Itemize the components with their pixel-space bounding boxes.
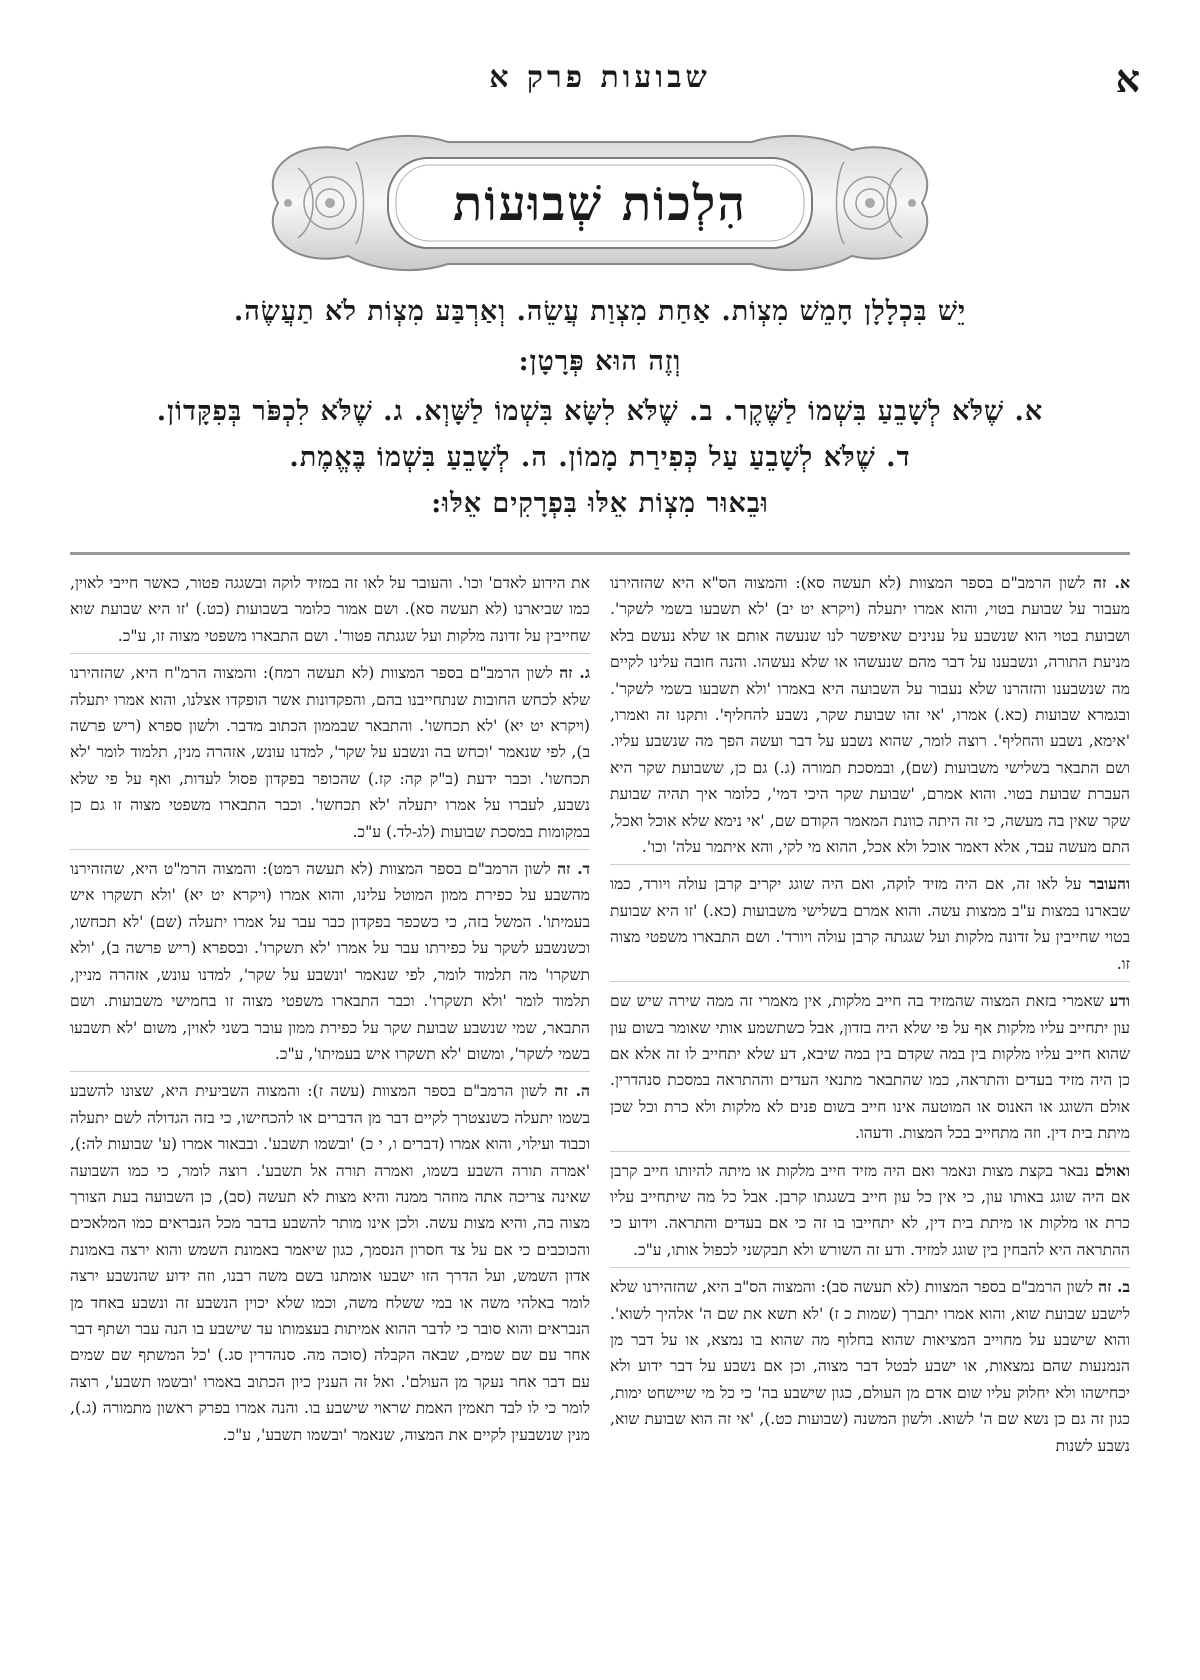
commentary-paragraph — [610, 988, 1130, 1146]
paragraph-text: על לאו זה, אם היה מזיד לוקה, ואם היה שוגג יקריב קרבן עולה ויורד, כמו שבארנו במצות ע"ב ממצות עשה. והוא אמרם בשלישי משבועות (כא.) 'זו היא שבועת בטוי שחייבין על זדונה מלקות ועל שגגתה קרבן עולה ויורד'. ושם התבארו משפטי מצוה זו. — [610, 875, 1130, 973]
commentary-paragraph — [610, 1274, 1130, 1459]
paragraph-heading: א. זה — [1093, 573, 1130, 592]
paragraph-separator — [70, 849, 590, 850]
paragraph-separator — [610, 1151, 1130, 1152]
commentary-paragraph — [70, 856, 590, 1067]
paragraph-separator — [610, 864, 1130, 865]
mitzvot-list — [66, 392, 1134, 530]
paragraph-text: לשון הרמב"ם בספר המצוות (עשה ז): והמצוה השביעית היא, שצונו להשבע בשמו יתעלה כשנצטרך לקיים דבר מן הדברים או להכחישו, כי בזה הגדולה לשם יתעלה וכבוד ועילוי, והוא אמרו (דברים ו, י כ) 'ובשמו תשבע'. ובבאור אמרו (ע' שבועות לה:), 'אמרה תורה השבע בשמו, ואמרה תורה אל תשבע'. רוצה לומר, כי כמו השבועה שאינה צריכה אתה מוזהר ממנה והיא מצות לא תעשה (סב), כן השבועה בעת הצורך מצוה בה, והיא מצות עשה. ולכן אינו מותר להשבע בדבר מכל הנבראים כמו המלאכים והכוכבים כי אם על צד חסרון הנסמך, כגון שיאמר באמונת השמש והוא ירצה באמונת אדון השמש, ועל הדרך הזו ישבעו אומתנו בשם משה רבנו, וזה ידוע שהנשבע ירצה לומר באלהי משה או במי ששלח משה, וכמו שלא יכוין הנשבע זה ונשבע באחד מן הנבראים והוא סובר כי לדבר ההוא אמיתות בעצמותו עד שישבע בו הנה עבר ושתף דבר אחר עם שם שמים, שבאה הקבלה (סוכה מה. סנהדרין סג.) 'כל המשתף שם שמים עם דבר אחר נעקר מן העולם'. ואל זה הענין כיון הכתוב באמרו 'ובשמו תשבע', רוצה לומר כי לו לבד תאמין האמת שראוי שישבע בו. והנה אמרו בפרק ראשון מתמורה (ג.), מנין שנשבעין לקיים את המצוה, שנאמר 'ובשמו תשבע', ע"כ. — [70, 1082, 590, 1444]
paragraph-heading: ב. זה — [1098, 1277, 1130, 1297]
commentary-paragraph — [610, 570, 1130, 860]
intro-line: וְזֶה הוּא פְּרָטָן: — [518, 346, 682, 377]
running-title: שבועות פרק א — [489, 60, 711, 95]
paragraph-text: לשון הרמב"ם בספר המצוות (לא תעשה רמח): והמצוה הרמ"ח היא, שהזהירנו שלא לכחש החובות שנתחייבנו בהם, והפקדונות אשר הופקדו אצלנו, והוא אמרו יתעלה (ויקרא יט יא) 'לא תכחשו'. והתבאר שבממון הכתוב מדבר. ולשון ספרא (ריש פרשה ב), לפי שנאמר 'וכחש בה ונשבע על שקר', למדנו עונש, אזהרה מנין, תלמוד לומר 'לא תכחשו'. וכבר ידעת (ב"ק קה: קז.) שהכופר בפקדון פסול לעדות, ואף על פי שלא נשבע, לעברו על אמרו יתעלה 'לא תכחשו'. וכבר התבארו משפטי מצוה זו גם כן במקומות במסכת שבועות (לג-לד.) ע"כ. — [70, 664, 590, 841]
paragraph-text: את הידוע לאדם' וכו'. והעובר על לאו זה במזיד לוקה ובשגגה פטור, כאשר חייבי לאוין, כמו שביארנו (לא תעשה סא). ושם אמור כלומר בשבועות (כט.) 'זו היא שבועת שוא שחייבין על זדונה מלקות ועל שגגתה פטור'. ושם התבארו משפטי מצוה זו, ע"כ. — [70, 574, 590, 645]
divider-rule — [70, 552, 1130, 555]
paragraph-separator — [610, 1267, 1130, 1268]
paragraph-separator — [70, 653, 590, 654]
commentary-paragraph — [70, 660, 590, 845]
paragraph-text: לשון הרמב"ם בספר המצוות (לא תעשה סב): והמצוה הס"ב היא, שהזהירנו שלא לישבע שבועת שוא, והוא אמרו יתברך (שמות כ ז) 'לא תשא את שם ה' אלהיך לשוא'. והוא שישבע על מחוייב המציאות שהוא בחלוף מה שהוא בו נמצא, או על דבר מן הנמנעות שהם נמצאות, או ישבע לבטל דבר מצוה, וכן אם נשבע על דבר ידוע ולא יכחישהו ולא יחלוק עליו שום אדם מן העולם, כגון שישבע בה' כי כל מי שיישחט ימות, כגון זה גם כן נשא שם ה' לשוא. ולשון המשנה (שבועות כט.), 'אי זה הוא שבועת שוא, נשבע לשנות — [610, 1278, 1130, 1455]
paragraph-text: לשון הרמב"ם בספר המצוות (לא תעשה רמט): והמצוה הרמ"ט היא, שהזהירנו מהשבע על כפירת ממון המוטל עלינו, והוא אמרו (ויקרא יט יא) 'ולא תשקרו איש בעמיתו'. המשל בזה, כי כשכפר בפקדון כבר עבר על אמרו יתעלה (שם) 'לא תכחשו, וכשנשבע לשקר על כפירתו עבר על אמרו 'לא תשקרו'. ובספרא (ריש פרשה ב), 'ולא תשקרו' מה תלמוד לומר, לפי שנאמר 'ונשבע על שקר', למדנו עונש, אזהרה מניין, תלמוד לומר 'ולא תשקרו'. וכבר התבארו משפטי מצוה זו בחמישי משבועות. ושם התבאר, שמי שנשבע שבועת שקר על כפירת ממון עובר בשני לאוין, משום 'לא תשבעו בשמי לשקר', ומשום 'לא תשקרו איש בעמיתו', ע"כ. — [70, 860, 590, 1063]
mitzvot-line: א. שֶׁלֹּא לְשָׁבֵעַ בִּשְׁמוֹ לַשֶּׁקֶר. ב. שֶׁלֹּא לִשָּׂא בִּשְׁמוֹ לַשָּׁוְא. ג. שֶׁלֹּא לִכְפֹּר בְּפִקָּדוֹן. — [156, 396, 1044, 427]
paragraph-heading: ג. זה — [559, 663, 590, 683]
paragraph-heading: ד. זה — [557, 859, 590, 879]
running-head — [60, 56, 1140, 106]
paragraph-text: נבאר בקצת מצות ונאמר ואם היה מזיד חייב מלקות או מיתה להיותו חייב קרבן אם היה שוגג באותו עון, כי אין כל עון חייב בשגגתו קרבן. אבל כל מה שיתחייב עליו כרת או מלקות או מיתת בית דין, לא יתחייבו בו זה כי אם בעדים והתראה. וידוע כי ההתראה היא להבחין בין שוגג למזיד. ודע זה השורש ולא תבקשני לכפול אותו, ע"כ. — [610, 1161, 1130, 1259]
paragraph-heading: ה. זה — [554, 1081, 590, 1101]
intro-text — [70, 292, 1130, 392]
commentary-column-right — [610, 570, 1130, 1463]
commentary-column-left — [70, 570, 590, 1452]
intro-line: יֵשׁ בִּכְלָלָן חָמֵשׁ מִצְוֹת. אַחַת מִצְוַת עֲשֵׂה. וְאַרְבַּע מִצְוֹת לֹא תַעֲשֶׂה. — [233, 296, 967, 327]
chapter-title-cartouche — [238, 128, 962, 278]
paragraph-separator — [610, 981, 1130, 982]
paragraph-heading: ודע — [1109, 991, 1130, 1011]
commentary-paragraph — [70, 570, 590, 649]
paragraph-heading: ואולם — [1094, 1160, 1130, 1180]
commentary-paragraph — [610, 1158, 1130, 1264]
commentary-paragraph — [70, 1078, 590, 1448]
commentary-paragraph — [610, 871, 1130, 977]
mitzvot-line: וּבֵאוּר מִצְוֹת אֵלּוּ בִּפְרָקִים אֵלּוּ: — [431, 488, 769, 519]
paragraph-separator — [70, 1071, 590, 1072]
paragraph-heading: והעובר — [1089, 874, 1130, 894]
page-number: א — [1115, 56, 1140, 101]
paragraph-text: שאמרי בזאת המצוה שהמזיד בה חייב מלקות, אין מאמרי זה ממה שירה שיש שם עון יתחייב עליו מלקות אף על פי שלא היה בזדון, אבל כשתשמע אותי שאומר בשום עון שהוא חייב עליו מלקות בין במה שקדם בין במה שיבא, דע שלא יתחייב לו זה אלא אם כן היה מזיד בעדים והתראה, כמו שהתבאר מתנאי העדים וההתראה במסכת סנהדרין. אולם השוגג או האנוס או המוטעה אינו חייב בשום פנים לא מלקות ולא כרת וכל שכן מיתת בית דין. וזה מתחייב בכל המצות. ודעהו. — [610, 992, 1130, 1143]
paragraph-text: לשון הרמב"ם בספר המצוות (לא תעשה סא): והמצוה הס"א היא שהזהירנו מעבור על שבועת בטוי, והוא אמרו יתעלה (ויקרא יט יב) 'לא תשבעו בשמי לשקר'. ושבועת בטוי הוא שנשבע על ענינים שאיפשר לנו שנעשה אותם או שלא נעשם בלא מניעת התורה, ונשבענו על דבר מהם שנעשהו או שלא נעשהו. והנה חובה עלינו לקיים מה שנשבענו והזהרנו שלא נעבור על השבועה היא באמרו 'ולא תשבעו בשמי לשקר'. ובגמרא שבועות (כא.) אמרו, 'אי זהו שבועת שקר, נשבע להחליף'. ותקנו זה ואמרו, 'אימא, נשבע והחליף'. רוצה לומר, שהוא נשבע על דבר ועשה הפך מה שנשבע עליו. ושם התבאר בשלישי משבועות (שם), ובמסכת תמורה (ג.) גם כן, ששבועת שקר היא העברת שבועת בטוי. והוא אמרם, 'שבועת שקר היכי דמי', כלומר איך תהיה שבועת שקר שאין בה מעשה, כי זה היתה כוונת המאמר הקודם שם, 'אי נימא שלא אוכל ואכל, התם מעשה עבד, אלא דאמר אוכל ולא אכל, ההוא מי לקי, והא איתמר עלה' וכו'. — [610, 574, 1130, 857]
chapter-title: הִלְכוֹת שְׁבוּעוֹת — [453, 176, 747, 232]
mitzvot-line: ד. שֶׁלֹּא לְשָׁבֵעַ עַל כְּפִירַת מָמוֹן. ה. לְשָׁבֵעַ בִּשְׁמוֹ בֶּאֱמֶת. — [289, 442, 911, 473]
